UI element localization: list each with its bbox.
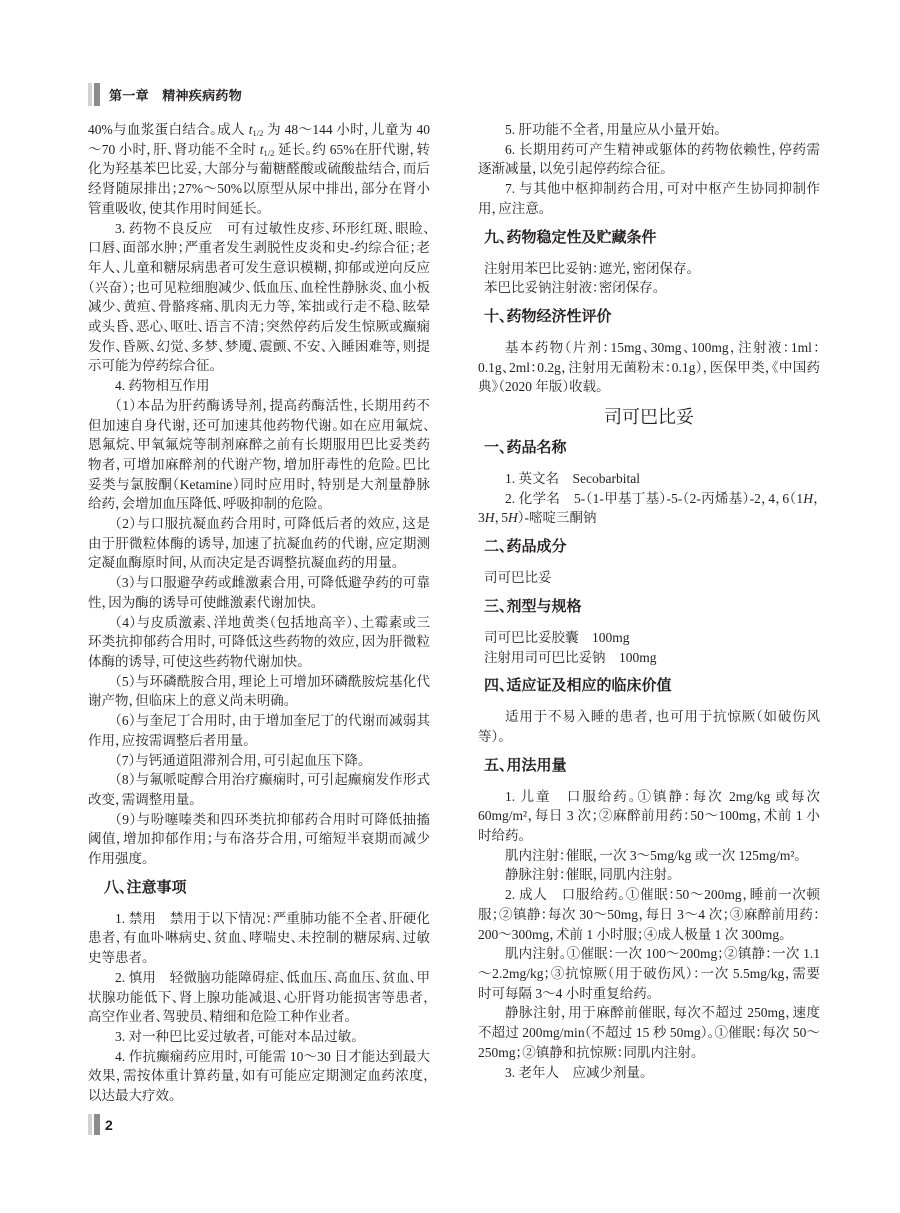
section-heading-indications: 四、适应证及相应的临床价值 xyxy=(484,677,672,695)
precaution-item: 2. 慎用 轻微脑功能障碍症、低血压、高血压、贫血、甲状腺功能低下、肾上腺功能减退、心肝肾功能损害等患者，高空作业者、驾驶员、精细和危险工种作业者。 xyxy=(88,969,430,1025)
section-heading-composition: 二、药品成分 xyxy=(484,538,567,556)
interaction-item: （7）与钙通道阻滞剂合用，可引起血压下降。 xyxy=(115,752,365,768)
italic-h: H xyxy=(508,510,518,526)
text-run: ，3 xyxy=(478,490,820,526)
text-run: 40%与血浆蛋白结合。成人 xyxy=(88,122,249,137)
precaution-item: 4. 作抗癫痫药应用时，可能需 10～30 日才能达到最大效果，需按体重计算药量，如有可能应定期测定血药浓度，以达最大疗效。 xyxy=(88,1048,430,1104)
english-name: 1. 英文名 Secobarbital xyxy=(505,471,640,487)
economics-paragraph: 基本药物（片剂：15mg、30mg、100mg，注射液：1ml：0.1g、2ml：0.2g，注射用无菌粉末：0.1g），医保甲类，《中国药典》（2020 年版）收载。 xyxy=(478,339,820,395)
italic-h: H xyxy=(484,510,495,526)
text-run: 2. 化学名 5-（1-甲基丁基）-5-（2-丙烯基）-2，4，6（1 xyxy=(505,490,804,506)
page-number: 2 xyxy=(105,1116,113,1133)
chapter-title: 第一章 精神疾病药物 xyxy=(109,88,243,103)
interaction-item: （8）与氟哌啶醇合用治疗癫痫时，可引起癫痫发作形式改变，需调整用量。 xyxy=(88,772,430,807)
section-heading-economics: 十、药物经济性评价 xyxy=(484,307,612,325)
interaction-item: （2）与口服抗凝血药合用时，可降低后者的效应，这是由于肝微粒体酶的诱导，加速了抗凝血药的代谢，应定期测定凝血酶原时间，从而决定是否调整抗凝血药的用量。 xyxy=(88,516,430,571)
half-life-symbol: t xyxy=(259,141,264,157)
precaution-item: 5. 肝功能不全者，用量应从小量开始。 xyxy=(505,122,721,137)
running-head xyxy=(88,83,242,106)
section-heading-drug-name: 一、药品名称 xyxy=(484,439,567,457)
italic-h: H xyxy=(803,490,813,506)
text-run: ）-嘧啶三酮钠 xyxy=(517,510,597,526)
interaction-item: （5）与环磷酰胺合用，理论上可增加环磷酰胺烷基化代谢产物，但临床上的意义尚未明确。 xyxy=(88,673,430,709)
dosage-item: 1. 儿童 口服给药。①镇静：每次 2mg/kg 或每次 60mg/m²，每日 3 次；②麻醉前用药：50～100mg，术前 1 小时给药。 xyxy=(478,788,820,844)
storage-item: 注射用苯巴比妥钠：遮光，密闭保存。 xyxy=(484,260,694,276)
dosage-item: 静脉注射，用于麻醉前催眠，每次不超过 250mg，速度不超过 200mg/min（不超过 15 秒 50mg）。①催眠：每次 50～250mg；②镇静和抗惊厥：同肌内注射。 xyxy=(478,1005,820,1060)
page-footer xyxy=(88,1114,113,1135)
dosage-form-item: 司可巴比妥胶囊 100mg xyxy=(484,629,630,645)
pharmacokinetics-paragraph xyxy=(88,120,430,219)
interactions-title: 4. 药物相互作用 xyxy=(115,378,210,394)
dosage-item: 静脉注射：催眠，同肌内注射。 xyxy=(505,867,674,883)
right-column xyxy=(478,120,820,1082)
text-run: 延长。约 65%在肝代谢，转化为羟基苯巴比妥，大部分与葡糖醛酸或硫酸盐结合，而后经肾随尿排出；27%～50%以原型从尿中排出，部分在肾小管重吸收，使其作用时间延长。 xyxy=(88,141,431,216)
text-run: 为 48～144 小时，儿童为 40～70 小时，肝、肾功能不全时 xyxy=(88,122,430,157)
interaction-item: （3）与口服避孕药或雌激素合用，可降低避孕药的可靠性，因为酶的诱导可使雌激素代谢加快。 xyxy=(88,575,430,610)
storage-item: 苯巴比妥钠注射液：密闭保存。 xyxy=(484,280,660,296)
adverse-reactions-paragraph: 3. 药物不良反应 可有过敏性皮疹、环形红斑、眼睑、口唇、面部水肿；严重者发生剥脱性皮炎和史-约综合征；老年人、儿童和糖尿病患者可发生意识模糊，抑郁或逆向反应（兴奋）；也可见粒细胞减少、低血压、血栓性静脉炎、血小板减少、黄疸、骨骼疼痛、肌肉无力等，笨拙或行走不稳、眩晕或头昏、恶心、呕吐、语言不清；突然停药后发生惊厥或癫痫发作、昏厥、幻觉、多梦、梦魇、震颤、不安、入睡困难等，则提示可能为停药综合征。 xyxy=(88,220,430,374)
text-run: ，5 xyxy=(494,510,508,526)
precaution-item: 6. 长期用药可产生精神或躯体的药物依赖性，停药需逐渐减量，以免引起停药综合征。 xyxy=(478,141,820,177)
dosage-form-item: 注射用司可巴比妥钠 100mg xyxy=(484,649,657,665)
composition-text: 司可巴比妥 xyxy=(484,570,552,586)
drug-title: 司可巴比妥 xyxy=(604,407,694,428)
precaution-item: 7. 与其他中枢抑制药合用，可对中枢产生协同抑制作用，应注意。 xyxy=(478,181,820,216)
interaction-item: （6）与奎尼丁合用时，由于增加奎尼丁的代谢而减弱其作用，应按需调整后者用量。 xyxy=(88,713,430,748)
left-column xyxy=(88,120,430,1106)
running-head-bar-dark xyxy=(94,83,100,106)
precaution-item: 1. 禁用 禁用于以下情况：严重肺功能不全者、肝硬化患者，有血卟啉病史、贫血、哮喘史、未控制的糖尿病、过敏史等患者。 xyxy=(88,910,430,966)
section-heading-storage: 九、药物稳定性及贮藏条件 xyxy=(484,228,657,246)
folio-bar-dark xyxy=(94,1114,100,1135)
half-life-subscript: 1/2 xyxy=(252,128,264,138)
section-heading-precautions: 八、注意事项 xyxy=(104,878,187,896)
dosage-item: 2. 成人 口服给药。①催眠：50～200mg，睡前一次顿服；②镇静：每次 30～50mg，每日 3～4 次；③麻醉前用药：200～300mg，术前 1 小时服；④成人极量 1 次 300mg。 xyxy=(478,887,820,942)
interaction-item: （4）与皮质激素、洋地黄类（包括地高辛）、土霉素或三环类抗抑郁药合用时，可降低这些药物的效应，因为肝微粒体酶的诱导，可使这些药物代谢加快。 xyxy=(88,614,430,669)
section-heading-dosage: 五、用法用量 xyxy=(484,756,567,774)
precaution-item: 3. 对一种巴比妥过敏者，可能对本品过敏。 xyxy=(115,1028,358,1044)
dosage-item: 肌内注射。①催眠：一次 100～200mg；②镇静：一次 1.1～2.2mg/kg；③抗惊厥（用于破伤风）：一次 5.5mg/kg，需要时可每隔 3～4 小时重复给药。 xyxy=(478,946,820,1001)
indications-paragraph: 适用于不易入睡的患者，也可用于抗惊厥（如破伤风等）。 xyxy=(478,709,820,744)
half-life-subscript: 1/2 xyxy=(263,147,275,158)
dosage-item: 肌内注射：催眠，一次 3～5mg/kg 或一次 125mg/m²。 xyxy=(505,847,802,863)
running-head-bar-light xyxy=(88,83,92,106)
interaction-item: （9）与吩噻嗪类和四环类抗抑郁药合用时可降低抽搐阈值，增加抑郁作用；与布洛芬合用，可缩短半衰期而减少作用强度。 xyxy=(88,811,430,867)
interaction-item: （1）本品为肝药酶诱导剂，提高药酶活性，长期用药不但加速自身代谢，还可加速其他药物代谢。如在应用氟烷、恩氟烷、甲氧氟烷等制剂麻醉之前有长期服用巴比妥类药物者，可增加麻醉剂的代谢产物，增加肝毒性的危险。巴比妥类与氯胺酮（Ketamine）同时应用时，特别是大剂量静脉给药，会增加血压降低、呼吸抑制的危险。 xyxy=(88,397,430,512)
half-life-symbol: t xyxy=(248,122,253,137)
folio-bar-light xyxy=(88,1114,92,1135)
dosage-item: 3. 老年人 应减少剂量。 xyxy=(505,1064,647,1080)
chemical-name xyxy=(478,489,820,528)
section-heading-dosage-forms: 三、剂型与规格 xyxy=(484,597,582,615)
